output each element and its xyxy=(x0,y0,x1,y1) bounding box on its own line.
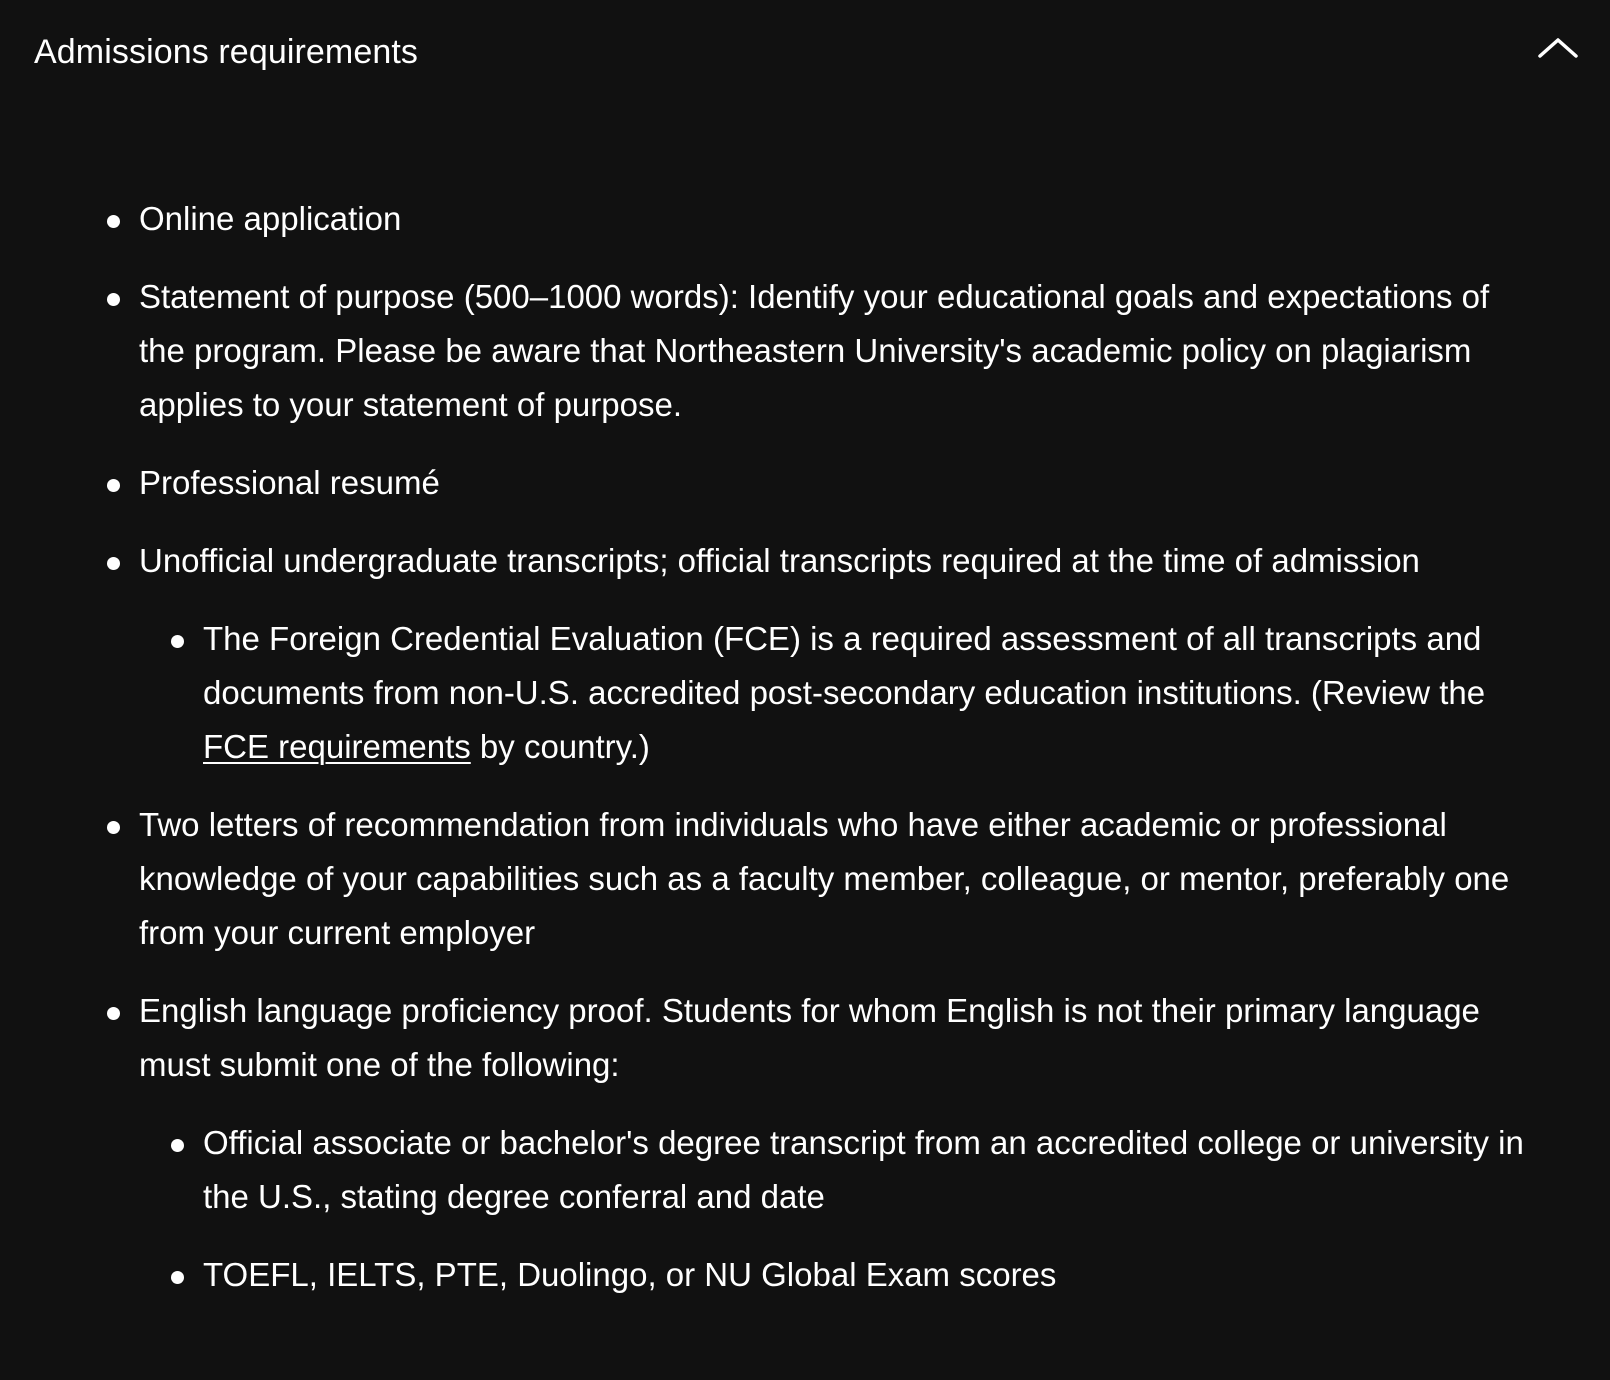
list-item-text: Professional resumé xyxy=(139,464,440,501)
sublist-item-text: The Foreign Credential Evaluation (FCE) is a required assessment of all transcripts and documents from non-U.S. accredited post-secondary education institutions. (Review the xyxy=(203,620,1486,711)
list-item-text: Online application xyxy=(139,200,402,237)
fce-requirements-link[interactable]: FCE requirements xyxy=(203,728,471,765)
accordion-title: Admissions requirements xyxy=(34,33,419,71)
sublist-item-text-after: by country.) xyxy=(470,728,650,765)
list-item-text: Statement of purpose (500–1000 words): Identify your educational goals and expectations of the program. Please be aware that Northeastern University's academic policy on plagiarism applies to your statement of purpose. xyxy=(139,278,1490,423)
bullet-icon xyxy=(107,215,120,228)
list-item-text: Unofficial undergraduate transcripts; official transcripts required at the time of admission xyxy=(139,542,1420,579)
list-item xyxy=(139,192,1539,246)
bullet-icon xyxy=(107,479,120,492)
bullet-icon xyxy=(171,1139,184,1152)
transcripts-sublist xyxy=(139,612,1539,774)
sublist-item xyxy=(203,612,1539,774)
bullet-icon xyxy=(107,1007,120,1020)
list-item-text: English language proficiency proof. Students for whom English is not their primary language must submit one of the following: xyxy=(139,992,1480,1083)
bullet-icon xyxy=(107,293,120,306)
requirements-list xyxy=(0,192,1539,1302)
sublist-item-text: TOEFL, IELTS, PTE, Duolingo, or NU Global Exam scores xyxy=(203,1256,1057,1293)
bullet-icon xyxy=(171,635,184,648)
bullet-icon xyxy=(171,1271,184,1284)
sublist-item xyxy=(203,1248,1539,1302)
list-item xyxy=(139,798,1539,960)
english-proof-sublist xyxy=(139,1116,1539,1302)
bullet-icon xyxy=(107,821,120,834)
list-item xyxy=(139,534,1539,774)
accordion-header[interactable] xyxy=(0,0,1610,106)
list-item xyxy=(139,456,1539,510)
list-item-text: Two letters of recommendation from individuals who have either academic or professional knowledge of your capabilities such as a faculty member, colleague, or mentor, preferably one from your current employer xyxy=(139,806,1510,951)
chevron-up-icon[interactable] xyxy=(1536,32,1580,64)
list-item xyxy=(139,984,1539,1302)
sublist-item-text: Official associate or bachelor's degree transcript from an accredited college or university in the U.S., stating degree conferral and date xyxy=(203,1124,1524,1215)
bullet-icon xyxy=(107,557,120,570)
sublist-item xyxy=(203,1116,1539,1224)
accordion-body xyxy=(0,192,1610,1326)
list-item xyxy=(139,270,1539,432)
